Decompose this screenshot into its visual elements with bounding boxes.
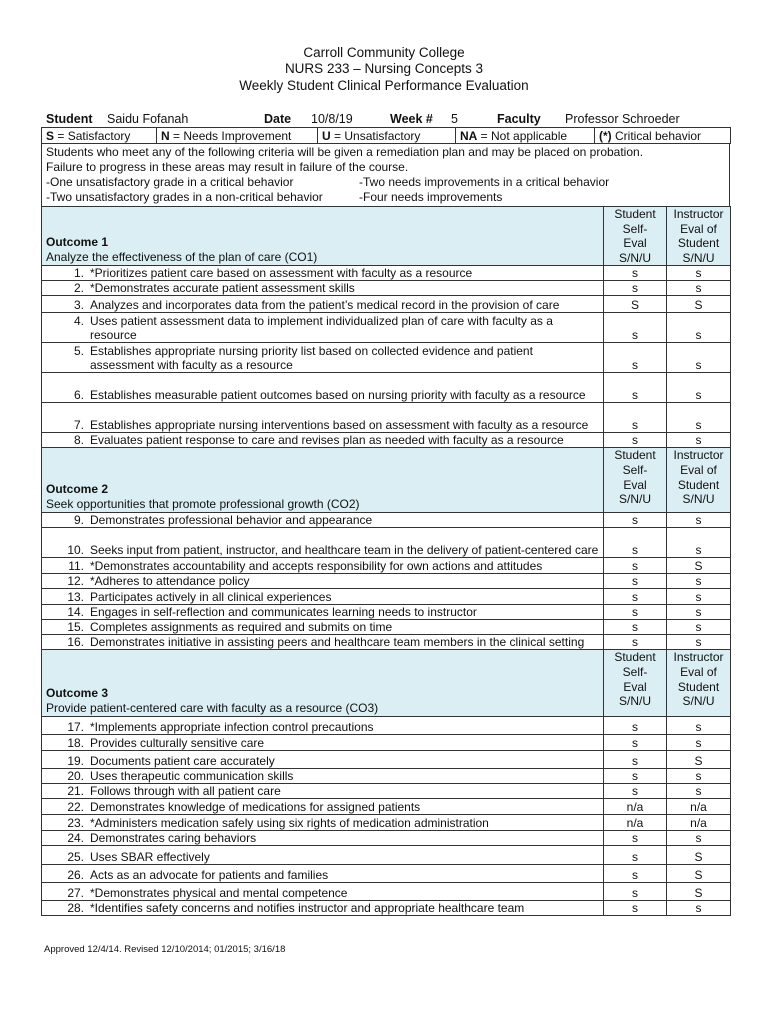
- outcome-header-row: [42, 448, 731, 513]
- behavior-text: Establishes appropriate nursing interventions based on assessment with faculty as a resource: [90, 418, 589, 433]
- date-value: 10/8/19: [311, 112, 353, 126]
- table-row: [42, 403, 731, 433]
- table-row: [42, 528, 731, 558]
- self-eval-grade: s: [604, 373, 667, 403]
- instructor-eval-grade: s: [667, 403, 731, 433]
- header-line: Eval: [623, 236, 647, 251]
- header-line: Instructor: [673, 207, 724, 221]
- table-row: [42, 296, 731, 313]
- legend-needs-improvement: N = Needs Improvement: [157, 128, 318, 144]
- behavior-text: Demonstrates caring behaviors: [90, 831, 257, 846]
- outcomes-table: [41, 206, 731, 916]
- instructor-eval-grade: s: [667, 769, 731, 784]
- behavior-cell: [42, 751, 604, 769]
- approval-footer: Approved 12/4/14. Revised 12/10/2014; 01/2015; 3/16/18: [44, 944, 286, 955]
- item-number: 3.: [73, 298, 84, 313]
- criteria-item: -Two unsatisfactory grades in a non-critical behavior: [46, 190, 323, 204]
- table-row: [42, 635, 731, 650]
- item-number: 23.: [67, 816, 84, 831]
- item-number: 12.: [67, 574, 84, 589]
- behavior-text: Demonstrates knowledge of medications for assigned patients: [90, 800, 421, 815]
- item-number: 14.: [67, 605, 84, 620]
- header-line: Student: [677, 679, 720, 694]
- self-eval-grade: s: [604, 865, 667, 883]
- self-eval-grade: s: [604, 528, 667, 558]
- behavior-text: *Prioritizes patient care based on assessment with faculty as a resource: [90, 266, 473, 281]
- item-number: 28.: [67, 901, 84, 916]
- self-eval-grade: n/a: [604, 799, 667, 815]
- item-number: 15.: [67, 620, 84, 635]
- criteria-line: Failure to progress in these areas may result in failure of the course.: [46, 160, 409, 174]
- item-number: 21.: [67, 784, 84, 799]
- behavior-cell: [42, 513, 604, 528]
- behavior-text: Engages in self-reflection and communicates learning needs to instructor: [90, 605, 477, 620]
- item-number: 13.: [67, 590, 84, 605]
- behavior-text: Evaluates patient response to care and revises plan as needed with faculty as a resource: [90, 433, 564, 448]
- header-line: S/N/U: [618, 492, 651, 507]
- self-eval-grade: s: [604, 784, 667, 799]
- header-line: S/N/U: [618, 694, 651, 709]
- behavior-text: Documents patient care accurately: [90, 754, 275, 769]
- grading-legend: [41, 127, 731, 144]
- instructor-eval-grade: S: [667, 751, 731, 769]
- self-eval-grade: s: [604, 281, 667, 296]
- behavior-cell: [42, 558, 604, 574]
- outcome-description: Seek opportunities that promote professional growth (CO2): [46, 497, 360, 512]
- self-eval-grade: s: [604, 589, 667, 605]
- item-number: 9.: [73, 513, 84, 528]
- header-line: Student: [614, 448, 656, 463]
- behavior-cell: [42, 528, 604, 558]
- item-number: 19.: [67, 754, 84, 769]
- self-eval-grade: s: [604, 513, 667, 528]
- legend-unsatisfactory: U = Unsatisfactory: [318, 128, 456, 144]
- instructor-eval-grade: s: [667, 373, 731, 403]
- item-number: 11.: [68, 559, 84, 574]
- outcome-header-row: [42, 207, 731, 266]
- instructor-eval-grade: s: [667, 717, 731, 735]
- self-eval-grade: s: [604, 831, 667, 846]
- week-value: 5: [451, 112, 458, 126]
- self-eval-grade: s: [604, 343, 667, 373]
- behavior-text: Seeks input from patient, instructor, and healthcare team in the delivery of patient-centered care: [90, 543, 599, 558]
- instructor-eval-grade: s: [667, 901, 731, 916]
- outcome-title-cell: [42, 650, 604, 717]
- date-label: Date: [264, 112, 292, 126]
- item-number: 2.: [73, 281, 84, 296]
- evaluation-form: [41, 127, 730, 916]
- behavior-text: Uses therapeutic communication skills: [90, 769, 294, 784]
- item-number: 16.: [67, 635, 84, 650]
- self-eval-grade: n/a: [604, 815, 667, 831]
- instructor-eval-grade: S: [667, 558, 731, 574]
- self-eval-grade: s: [604, 735, 667, 751]
- legend-not-applicable: NA = Not applicable: [456, 128, 595, 144]
- item-number: 17.: [67, 720, 84, 735]
- outcome-title-cell: [42, 448, 604, 513]
- self-eval-grade: s: [604, 717, 667, 735]
- outcome-title: Outcome 2: [46, 482, 109, 497]
- item-number: 8.: [73, 433, 84, 448]
- instructor-eval-grade: s: [667, 635, 731, 650]
- table-row: [42, 846, 731, 865]
- outcome-description: Analyze the effectiveness of the plan of care (CO1): [46, 250, 318, 265]
- self-eval-grade: s: [604, 558, 667, 574]
- behavior-text: Completes assignments as required and submits on time: [90, 620, 393, 635]
- instructor-eval-grade: s: [667, 735, 731, 751]
- behavior-text: Demonstrates initiative in assisting peers and healthcare team members in the clinical setting: [90, 635, 585, 650]
- header-line: Eval of: [680, 462, 717, 477]
- item-number: 5.: [73, 344, 84, 359]
- behavior-cell: [42, 281, 604, 296]
- table-row: [42, 883, 731, 901]
- behavior-text: *Identifies safety concerns and notifies instructor and appropriate healthcare team: [90, 901, 525, 916]
- behavior-text: *Adheres to attendance policy: [90, 574, 250, 589]
- faculty-label: Faculty: [497, 112, 541, 126]
- instructor-eval-grade: s: [667, 589, 731, 605]
- behavior-cell: [42, 373, 604, 403]
- table-row: [42, 784, 731, 799]
- criteria-row: [46, 175, 725, 190]
- self-eval-grade: s: [604, 403, 667, 433]
- table-row: [42, 373, 731, 403]
- student-name: Saidu Fofanah: [107, 112, 189, 126]
- instructor-eval-grade: s: [667, 313, 731, 343]
- behavior-cell: [42, 433, 604, 448]
- behavior-cell: [42, 313, 604, 343]
- behavior-cell: [42, 605, 604, 620]
- behavior-text: Provides culturally sensitive care: [90, 736, 265, 751]
- behavior-text: Uses SBAR effectively: [90, 850, 210, 865]
- instructor-eval-grade: s: [667, 605, 731, 620]
- instructor-eval-header: [667, 650, 731, 717]
- criteria-row: [46, 190, 725, 205]
- behavior-cell: [42, 883, 604, 901]
- item-number: 25.: [67, 850, 84, 865]
- criteria-item: -Four needs improvements: [359, 190, 503, 204]
- item-number: 24.: [67, 831, 84, 846]
- instructor-eval-grade: s: [667, 784, 731, 799]
- behavior-text: *Administers medication safely using six rights of medication administration: [90, 816, 489, 831]
- behavior-cell: [42, 266, 604, 281]
- header-line: Instructor: [673, 448, 724, 463]
- self-eval-grade: s: [604, 635, 667, 650]
- self-eval-grade: s: [604, 620, 667, 635]
- item-number: 22.: [67, 800, 84, 815]
- table-row: [42, 281, 731, 296]
- behavior-text: Uses patient assessment data to implement individualized plan of care with faculty as a resource: [90, 314, 553, 343]
- student-label: Student: [46, 112, 93, 126]
- criteria-cell: [42, 144, 730, 207]
- self-eval-grade: s: [604, 901, 667, 916]
- table-row: [42, 799, 731, 815]
- college-name: Carroll Community College: [303, 45, 465, 60]
- table-row: [42, 558, 731, 574]
- header-line: Student: [614, 650, 656, 665]
- form-title: Weekly Student Clinical Performance Evaluation: [239, 78, 529, 93]
- instructor-eval-grade: S: [667, 883, 731, 901]
- table-row: [42, 717, 731, 735]
- behavior-text: Establishes measurable patient outcomes based on nursing priority with faculty as a resource: [90, 388, 586, 403]
- header-line: Eval: [623, 679, 647, 694]
- probation-criteria: [41, 143, 730, 207]
- table-row: [42, 620, 731, 635]
- behavior-text: Follows through with all patient care: [90, 784, 281, 799]
- behavior-cell: [42, 589, 604, 605]
- behavior-text: Participates actively in all clinical experiences: [90, 590, 332, 605]
- table-row: [42, 433, 731, 448]
- self-eval-grade: s: [604, 605, 667, 620]
- item-number: 18.: [67, 736, 84, 751]
- header-line: Student: [677, 236, 720, 251]
- behavior-text: Establishes appropriate nursing priority list based on collected evidence and patient assessment with faculty as a resource: [90, 344, 533, 373]
- instructor-eval-grade: s: [667, 281, 731, 296]
- instructor-eval-grade: S: [667, 865, 731, 883]
- table-row: [42, 901, 731, 916]
- table-row: [42, 589, 731, 605]
- table-row: [42, 574, 731, 589]
- item-number: 4.: [73, 314, 84, 329]
- table-row: [42, 513, 731, 528]
- behavior-cell: [42, 769, 604, 784]
- behavior-text: Demonstrates professional behavior and appearance: [90, 513, 373, 528]
- behavior-text: *Demonstrates accurate patient assessment skills: [90, 281, 355, 296]
- table-row: [42, 815, 731, 831]
- behavior-text: Analyzes and incorporates data from the patient’s medical record in the provision of care: [90, 298, 560, 313]
- table-row: [42, 735, 731, 751]
- header-line: S/N/U: [682, 492, 715, 507]
- instructor-eval-grade: s: [667, 266, 731, 281]
- self-eval-grade: s: [604, 846, 667, 865]
- self-eval-grade: s: [604, 266, 667, 281]
- behavior-cell: [42, 574, 604, 589]
- criteria-line: Students who meet any of the following criteria will be given a remediation plan and may be placed on probation.: [46, 145, 644, 159]
- behavior-text: Acts as an advocate for patients and families: [90, 868, 329, 883]
- instructor-eval-grade: s: [667, 831, 731, 846]
- outcome-header-row: [42, 650, 731, 717]
- week-label: Week #: [390, 112, 433, 126]
- item-number: 20.: [67, 769, 84, 784]
- header-line: S/N/U: [682, 250, 715, 265]
- table-row: [42, 751, 731, 769]
- instructor-eval-grade: s: [667, 528, 731, 558]
- self-eval-header: [604, 207, 667, 266]
- outcome-title-cell: [42, 207, 604, 266]
- legend-critical-behavior: (*) Critical behavior: [595, 128, 731, 144]
- outcome-title: Outcome 3: [46, 686, 109, 701]
- behavior-cell: [42, 735, 604, 751]
- behavior-cell: [42, 815, 604, 831]
- header-line: Self-: [622, 221, 648, 236]
- self-eval-grade: s: [604, 769, 667, 784]
- header-line: Eval of: [680, 664, 717, 679]
- criteria-item: -Two needs improvements in a critical behavior: [359, 175, 610, 189]
- behavior-cell: [42, 296, 604, 313]
- instructor-eval-header: [667, 448, 731, 513]
- behavior-cell: [42, 784, 604, 799]
- course-name: NURS 233 – Nursing Concepts 3: [284, 61, 484, 76]
- instructor-eval-grade: S: [667, 296, 731, 313]
- header-line: S/N/U: [618, 250, 651, 265]
- outcome-description: Provide patient-centered care with faculty as a resource (CO3): [46, 701, 379, 716]
- item-number: 27.: [67, 886, 84, 901]
- item-number: 26.: [67, 868, 84, 883]
- behavior-cell: [42, 846, 604, 865]
- behavior-cell: [42, 865, 604, 883]
- instructor-eval-grade: s: [667, 574, 731, 589]
- outcome-title: Outcome 1: [46, 235, 109, 250]
- header-line: Eval: [623, 477, 647, 492]
- behavior-text: *Demonstrates physical and mental competence: [90, 886, 348, 901]
- item-number: 10.: [67, 543, 84, 558]
- header-line: Instructor: [673, 650, 724, 665]
- self-eval-grade: s: [604, 751, 667, 769]
- instructor-eval-grade: n/a: [667, 815, 731, 831]
- header-line: S/N/U: [682, 694, 715, 709]
- table-row: [42, 831, 731, 846]
- behavior-cell: [42, 799, 604, 815]
- item-number: 1.: [73, 266, 84, 281]
- behavior-cell: [42, 343, 604, 373]
- legend-satisfactory: S = Satisfactory: [42, 128, 157, 144]
- instructor-eval-grade: s: [667, 513, 731, 528]
- self-eval-header: [604, 448, 667, 513]
- header-line: Self-: [622, 462, 648, 477]
- table-row: [42, 343, 731, 373]
- criteria-item: -One unsatisfactory grade in a critical behavior: [46, 175, 294, 189]
- self-eval-header: [604, 650, 667, 717]
- self-eval-grade: s: [604, 883, 667, 901]
- header-line: Student: [614, 207, 656, 221]
- header-line: Student: [677, 477, 720, 492]
- behavior-cell: [42, 831, 604, 846]
- table-row: [42, 313, 731, 343]
- item-number: 6.: [73, 388, 84, 403]
- instructor-eval-grade: s: [667, 433, 731, 448]
- behavior-text: *Implements appropriate infection control precautions: [90, 720, 374, 735]
- table-row: [42, 605, 731, 620]
- behavior-cell: [42, 403, 604, 433]
- behavior-cell: [42, 620, 604, 635]
- instructor-eval-grade: s: [667, 343, 731, 373]
- self-eval-grade: s: [604, 313, 667, 343]
- behavior-cell: [42, 717, 604, 735]
- instructor-eval-grade: s: [667, 620, 731, 635]
- instructor-eval-grade: S: [667, 846, 731, 865]
- header-line: Self-: [622, 664, 648, 679]
- table-row: [42, 769, 731, 784]
- instructor-eval-grade: n/a: [667, 799, 731, 815]
- table-row: [42, 865, 731, 883]
- self-eval-grade: s: [604, 433, 667, 448]
- instructor-eval-header: [667, 207, 731, 266]
- behavior-text: *Demonstrates accountability and accepts responsibility for own actions and attitudes: [90, 559, 543, 574]
- header-line: Eval of: [680, 221, 717, 236]
- self-eval-grade: s: [604, 574, 667, 589]
- behavior-cell: [42, 635, 604, 650]
- behavior-cell: [42, 901, 604, 916]
- faculty-name: Professor Schroeder: [565, 112, 680, 126]
- item-number: 7.: [73, 418, 84, 433]
- self-eval-grade: S: [604, 296, 667, 313]
- table-row: [42, 266, 731, 281]
